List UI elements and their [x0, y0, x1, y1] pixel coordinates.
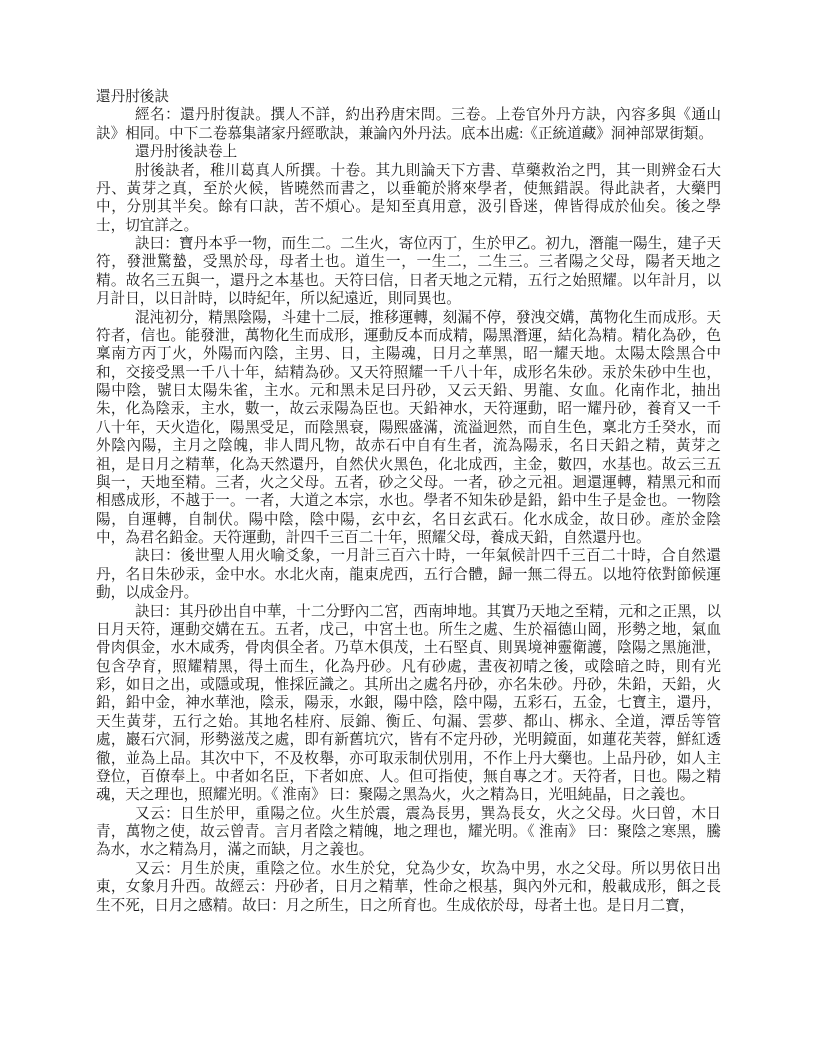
paragraph: 又云：月生於庚，重陰之位。水生於兌，兌為少女，坎為中男，水之父母。所以男依日出東，女象月升西。故經云：丹砂者，日月之精華，性命之根基，與內外元和，般載成形，餌之長生不死，日月之感精。故曰：月之所生，日之所育也。生成依於母，母者土也。是日月二寶， — [96, 860, 721, 914]
paragraph: 還丹肘後訣卷上 — [135, 144, 238, 161]
paragraph: 肘後訣者，稚川葛真人所撰。十卷。其九則論天下方書、草藥救治之門，其一則辨金石大丹、黃芽之真，至於火候，皆曉然而書之，以垂範於將來學者，使無錯誤。得此訣者，大藥門中，分別其半矣。餘有口訣，苦不煩心。是知至真用意，汲引昏迷，俾皆得成於仙矣。後之學士，切宜詳之。 — [96, 162, 721, 234]
paragraph: 經名：還丹肘復訣。撰人不詳，約出矜唐宋問。三卷。上卷官外丹方訣，內容多與《通山訣》相同。中下二卷慕集諸家丹經歌訣，兼論內外丹法。底本出處:《正統道藏》洞神部眾街類。 — [96, 107, 721, 142]
paragraph: 訣曰：後世聖人用火喻爻象，一月計三百六十時，一年氣候計四千三百二十時，合自然還丹，名日朱砂汞，金中水。水北火南，龍東虎西，五行合體，歸一無二得五。以地符依對節候運動，以成金丹。 — [96, 548, 721, 602]
document-body — [96, 88, 721, 915]
paragraph: 訣曰：寶丹本乎一物，而生二。二生火，寄位丙丁，生於甲乙。初九，潛龍一陽生，建子天符，發泄驚蟄，受黑於母，母者土也。道生一，一生二，二生三。三者陽之父母，陽者天地之精。故名三五與一，還丹之本基也。天符曰信，日者天地之元精，五行之始照耀。以年計月，以月計日，以日計時，以時紀年，所以紀遠近，則同異也。 — [96, 236, 721, 308]
paragraph: 混沌初分，精黑陰陽，斗建十二辰，推移運轉，刻漏不停，發洩交媾，萬物化生而成形。天符者，信也。能發泄，萬物化生而成形，運動反本而成精，陽黑潛運，結化為精。精化為砂，色稟南方丙丁火，外陽而內陰，主男、日，主陽魂，日月之華黑，昭一耀天地。太陽太陰黑合中和，交接受黑一千八十年，結精為砂。又天符照耀一千八十年，成形名朱砂。汞於朱砂中生也，陽中陰，號日太陽朱雀，主水。元和黑未足曰丹砂，又云天鉛、男龍、女血。化南作北，抽出朱，化為陰汞，主水，數一，故云汞陽為臣也。天鉛神水，天符運動，昭一耀丹砂，養育又一千八十年，天火造化，陽黑受足，而陰黑衰，陽熙盛滿，流溢迥然，而自生色，稟北方壬癸水，而外陰內陽，主月之陰魄，非人問凡物，故赤石中自有生者，流為陽汞，名日天鉛之精，黃芽之祖，是日月之精華，化為天然還丹，自然伏火黑色，化北成西，主金，數四，水基也。故云三五與一，天地至精。三者，火之父母。五者，砂之父母。一者，砂之元祖。迴還運轉，精黑元和而相感成形，不越于一。一者，大道之本宗，水也。學者不知朱砂是鉛，鉛中生子是金也。一物陰陽，自運轉，自制伏。陽中陰，陰中陽，玄中玄，名日玄武石。化水成金，故日砂。產於金陰中，為君名鉛金。天符運動，計四千三百二十年，照耀父母，養成天鉛，自然還丹也。 — [96, 309, 721, 546]
paragraph: 訣曰：其丹砂出自中華，十二分野內二宮，西南坤地。其實乃天地之至精，元和之正黑，以日月天符，運動交媾在五。五者，戊己，中宮土也。所生之處、生於福德山岡，形勢之地，氣血骨肉俱金，水木咸秀，骨肉俱全者。乃草木俱茂，土石堅貞、則異境神靈衛護，陰陽之黑施泄，包含孕育，照耀精黑，得土而生，化為丹砂。凡有砂處，晝夜初晴之後，或陰暗之時，則有光彩，如日之出，或隱或現，惟採匠識之。其所出之處名丹砂，亦名朱砂。丹砂，朱鉛，天鉛，火鉛，鉛中金，神水華池，陰汞，陽汞，水銀，陽中陰，陰中陽，五彩石，五金，七寶主，還丹，天生黃芽，五行之始。其地名桂府、辰錦、衡丘、句漏、雲夢、都山、梆永、全道，潭岳等管處，巖石穴洞，形勢滋茂之處，即有新舊坑穴，皆有不定丹砂，光明鏡面，如蓮花芙蓉，鮮紅透徹，並為上品。其次中下，不及枚舉，亦可取汞制伏別用，不作上丹大藥也。上品丹砂，如人主登位，百僚奉上。中者如名臣，下者如庶、人。但可指使，無自專之才。天符者，日也。陽之精魂，天之理也，照耀光明。《 淮南》 曰：聚陽之黑為火，火之精為日，光咀純晶，日之義也。 — [96, 603, 721, 804]
paragraph: 又云：日生於甲，重陽之位。火生於震，震為長男，巽為長女，火之父母。火曰曾，木日青，萬物之使，故云曾青。言月者陰之精魄，地之理也，耀光明。《 淮南》 曰：聚陰之寒黑，騰為水，水之精為月，滿之而缺，月之義也。 — [96, 805, 721, 859]
document-title: 還丹肘後訣 — [96, 89, 169, 105]
